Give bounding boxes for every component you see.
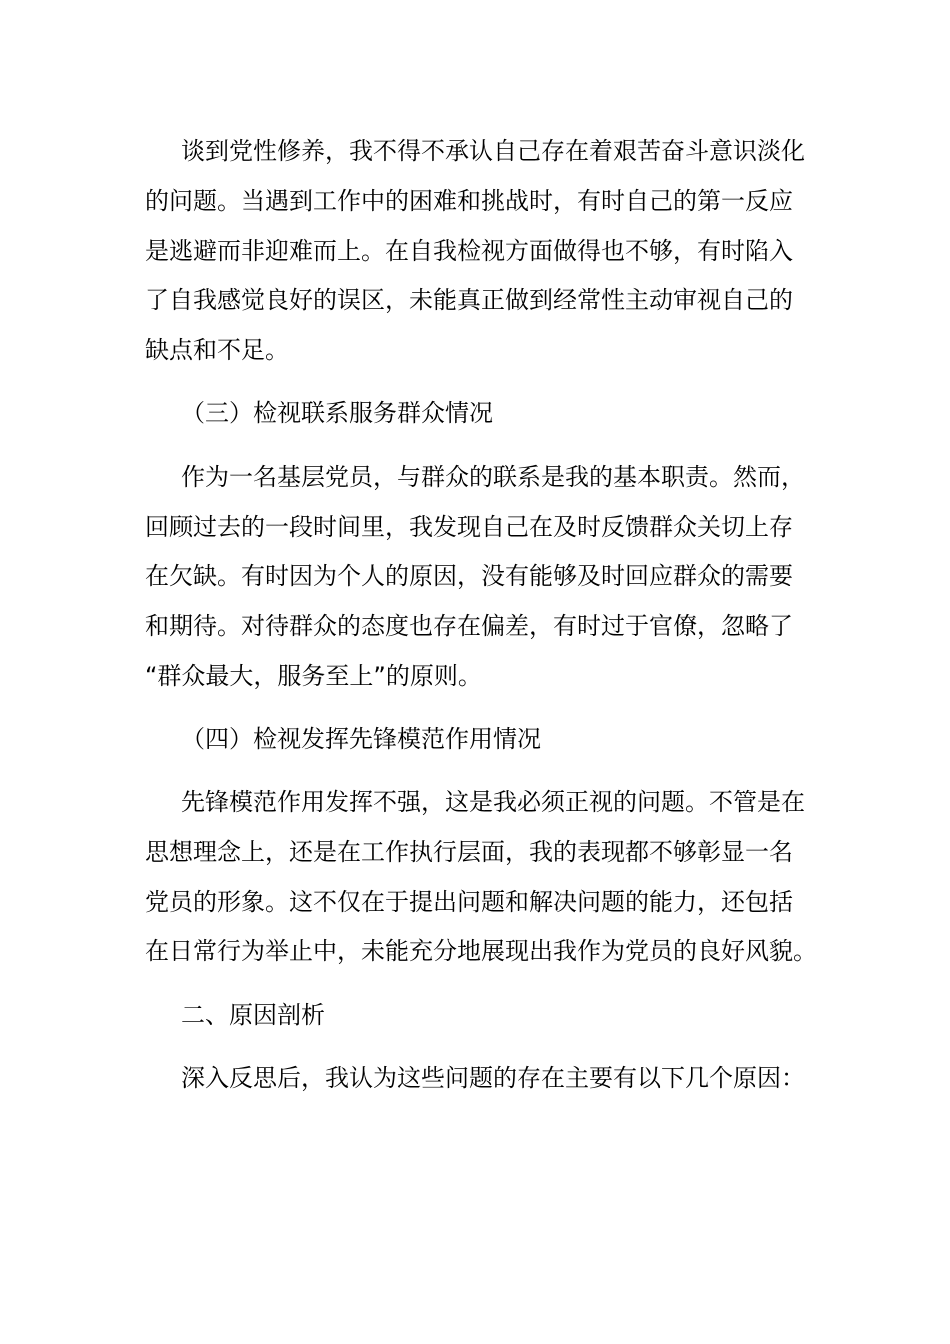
text-line: 和期待。对待群众的态度也存在偏差，有时过于官僚，忽略了 bbox=[145, 612, 793, 640]
text-line: 党员的形象。这不仅在于提出问题和解决问题的能力，还包括 bbox=[145, 888, 793, 916]
text-line: 在日常行为举止中，未能充分地展现出我作为党员的良好风貌。 bbox=[145, 937, 817, 965]
text-line: 深入反思后，我认为这些问题的存在主要有以下几个原因： bbox=[181, 1064, 805, 1092]
text-line: 在欠缺。有时因为个人的原因，没有能够及时回应群众的需要 bbox=[145, 562, 793, 590]
text-line: 是逃避而非迎难而上。在自我检视方面做得也不够，有时陷入 bbox=[145, 237, 793, 265]
text-line: 谈到党性修养，我不得不承认自己存在着艰苦奋斗意识淡化 bbox=[181, 137, 805, 165]
section-heading: 二、原因剖析 bbox=[181, 1001, 325, 1029]
text-line: 回顾过去的一段时间里，我发现自己在及时反馈群众关切上存 bbox=[145, 513, 793, 541]
text-line: “群众最大，服务至上”的原则。 bbox=[145, 662, 482, 690]
subsection-heading: （三）检视联系服务群众情况 bbox=[181, 399, 493, 427]
subsection-heading: （四）检视发挥先锋模范作用情况 bbox=[181, 725, 541, 753]
text-line: 作为一名基层党员，与群众的联系是我的基本职责。然而， bbox=[181, 463, 805, 491]
text-line: 的问题。当遇到工作中的困难和挑战时，有时自己的第一反应 bbox=[145, 187, 793, 215]
text-line: 了自我感觉良好的误区，未能真正做到经常性主动审视自己的 bbox=[145, 286, 793, 314]
text-line: 缺点和不足。 bbox=[145, 336, 289, 364]
text-line: 先锋模范作用发挥不强，这是我必须正视的问题。不管是在 bbox=[181, 788, 805, 816]
text-line: 思想理念上，还是在工作执行层面，我的表现都不够彰显一名 bbox=[145, 838, 793, 866]
